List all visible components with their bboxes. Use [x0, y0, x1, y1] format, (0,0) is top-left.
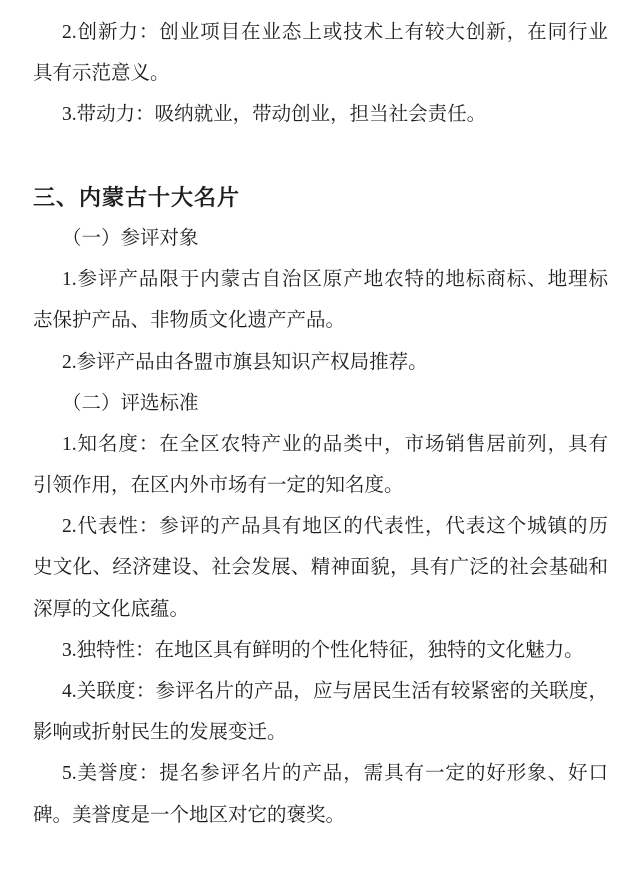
para-line: 2.代表性：参评的产品具有地区的代表性，代表这个城镇的历	[62, 516, 608, 538]
para-line: 2.参评产品由各盟市旗县知识产权局推荐。	[62, 351, 428, 373]
para-line: 志保护产品、非物质文化遗产产品。	[33, 310, 346, 332]
subheading-text: （二）评选标准	[62, 392, 199, 414]
para-1-fame	[33, 424, 608, 506]
para-line: 史文化、经济建设、社会发展、精神面貌，具有广泛的社会基础和	[33, 557, 608, 579]
para-line: 碑。美誉度是一个地区对它的褒奖。	[33, 804, 346, 826]
para-line: 1.知名度：在全区农特产业的品类中，市场销售居前列，具有	[62, 433, 608, 455]
subheading-criteria	[33, 383, 608, 424]
para-line: 2.创新力：创业项目在业态上或技术上有较大创新，在同行业	[62, 22, 608, 43]
para-line: 影响或折射民生的发展变迁。	[33, 722, 287, 744]
para-line: 3.独特性：在地区具有鲜明的个性化特征，独特的文化魅力。	[62, 639, 584, 661]
section-heading-top10	[33, 177, 608, 218]
para-line: 引领作用，在区内外市场有一定的知名度。	[33, 475, 404, 497]
para-3-uniqueness	[33, 630, 608, 671]
para-line: 3.带动力：吸纳就业，带动创业，担当社会责任。	[62, 104, 487, 126]
para-line: 深厚的文化底蕴。	[33, 598, 190, 620]
para-3-leading	[33, 94, 608, 135]
para-2-recommendation	[33, 342, 608, 383]
para-line: 4.关联度：参评名片的产品，应与居民生活有较紧密的关联度，	[62, 681, 608, 702]
para-1-eligible-products	[33, 259, 608, 341]
para-line: 具有示范意义。	[33, 63, 170, 85]
para-2-representativeness	[33, 506, 608, 630]
para-2-innovation	[33, 12, 608, 94]
subheading-text: （一）参评对象	[62, 227, 199, 249]
section-heading-text: 三、内蒙古十大名片	[33, 184, 241, 210]
para-line: 1.参评产品限于内蒙古自治区原产地农特的地标商标、地理标	[62, 269, 608, 291]
para-4-relevance	[33, 671, 608, 753]
para-5-reputation	[33, 753, 608, 835]
para-line: 5.美誉度：提名参评名片的产品，需具有一定的好形象、好口	[62, 763, 608, 785]
subheading-participants	[33, 218, 608, 259]
